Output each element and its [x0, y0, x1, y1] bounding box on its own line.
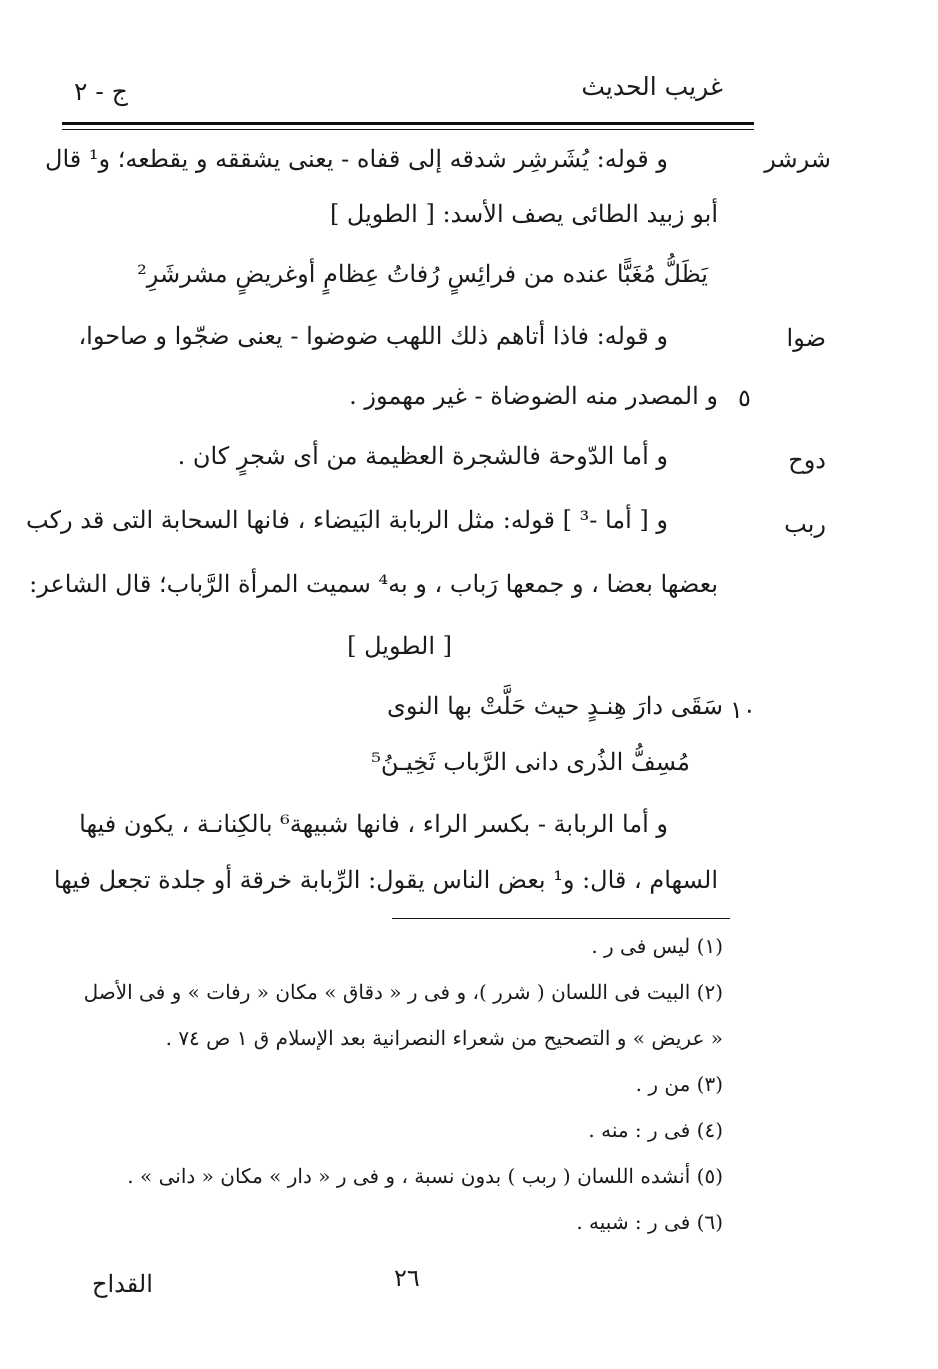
headword-daw: ضوا: [786, 324, 826, 352]
headword-dawh: دوح: [788, 446, 826, 474]
footnote: (١) ليس فى ر .: [591, 934, 723, 958]
verse-line: مُسِفُّ الذُرى دانى الرَّباب ثَخِيـنُ⁵: [371, 748, 690, 776]
text-line: و قوله: فاذا أتاهم ذلك اللهب ضوضوا - يعنى ضجّوا و صاحوا،: [78, 322, 668, 350]
text-line: و المصدر منه الضوضاة - غير مهموز .: [349, 382, 718, 410]
text-line: و قوله: يُشَرشِر شدقه إلى قفاه - يعنى يشققه و يقطعه؛ و¹ قال: [45, 145, 668, 173]
running-title: غريب الحديث: [581, 72, 723, 101]
text-line: و أما الدّوحة فالشجرة العظيمة من أى شجرٍ كان .: [177, 442, 668, 470]
footnote-rule: [392, 918, 730, 919]
text-line: السهام ، قال: و¹ بعض الناس يقول: الرِّبابة خرقة أو جلدة تجعل فيها: [53, 866, 718, 894]
line-number: ٥: [738, 384, 751, 412]
text-line: بعضها بعضا ، و جمعها رَباب ، و به⁴ سميت المرأة الرَّباب؛ قال الشاعر:: [29, 570, 718, 598]
footnote: « عريض » و التصحيح من شعراء النصرانية بعد الإسلام ق ١ ص ٧٤ .: [165, 1026, 723, 1050]
header-rule-thin: [62, 129, 754, 130]
meter-label: [ الطويل ]: [347, 632, 452, 660]
footnote: (٥) أنشده اللسان ( ربب ) بدون نسبة ، و فى ر « دار » مكان « دانى » .: [127, 1164, 723, 1188]
headword-rabab: ربب: [784, 510, 826, 538]
page-number: ٢٦: [394, 1264, 420, 1292]
footnote: (٢) البيت فى اللسان ( شرر )، و فى ر « دقاق » مكان « رفات » و فى الأصل: [83, 980, 723, 1004]
signature: القداح: [92, 1270, 153, 1298]
verse-line: سَقَى دارَ هِنـدٍ حيث حَلَّتْ بها النوى: [387, 692, 723, 720]
verse-line: يَظَلُّ مُغَبًّا عنده من فرائِسٍ رُفاتُ عِظامٍ أوغريضٍ مشرشَرِ²: [137, 260, 708, 288]
volume-label: ج - ٢: [74, 77, 128, 106]
header-rule-thick: [62, 122, 754, 125]
headword-sharshar: شرشر: [764, 145, 831, 173]
text-line: و [ أما -³ ] قوله: مثل الربابة البَيضاء ، فانها السحابة التى قد ركب: [26, 506, 668, 534]
footnote: (٦) فى ر : شبيه .: [576, 1210, 723, 1234]
line-number: ١٠: [730, 696, 756, 724]
text-line: أبو زبيد الطائى يصف الأسد: [ الطويل ]: [329, 200, 718, 228]
text-line: و أما الربابة - بكسر الراء ، فانها شبيهة⁶ بالكِنانـة ، يكون فيها: [79, 810, 668, 838]
footnote: (٤) فى ر : منه .: [588, 1118, 723, 1142]
footnote: (٣) من ر .: [635, 1072, 723, 1096]
